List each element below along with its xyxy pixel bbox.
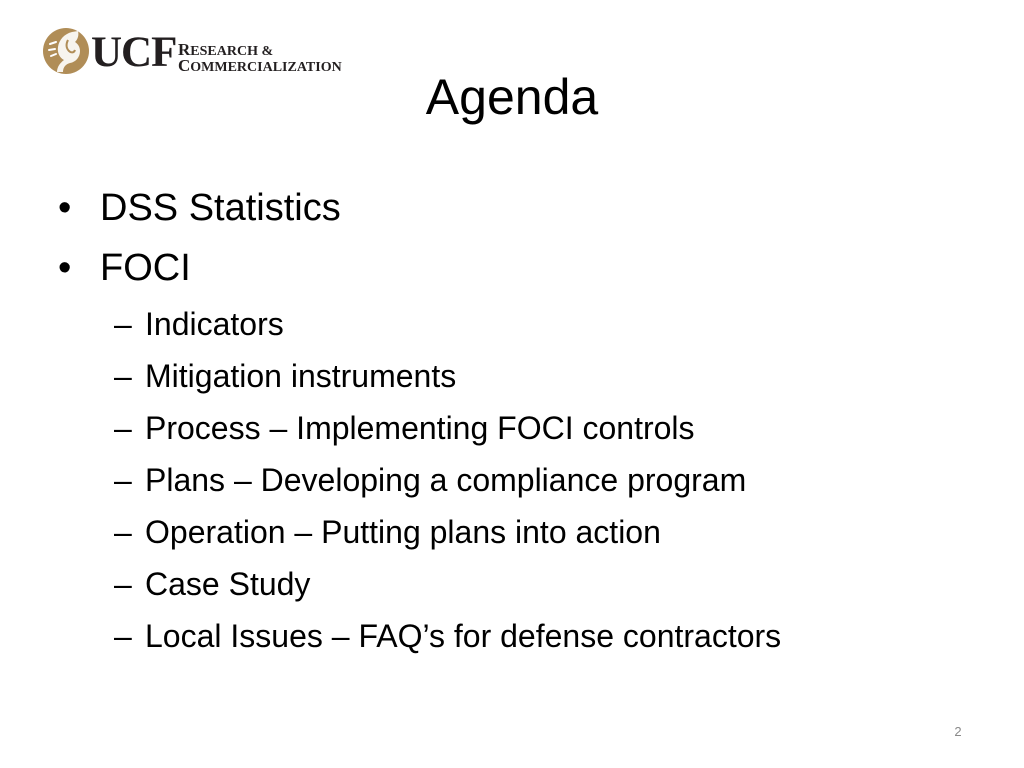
sub-item-text: Indicators <box>145 306 284 342</box>
bullet-marker: • <box>58 247 72 289</box>
bullet-marker: • <box>58 187 72 229</box>
sub-item-marker: – <box>114 358 132 394</box>
page-number: 2 <box>954 724 962 739</box>
sub-item-text: Local Issues – FAQ’s for defense contractors <box>145 618 782 654</box>
sub-item-marker: – <box>114 566 132 602</box>
sub-item-marker: – <box>114 306 132 342</box>
bullet-text: FOCI <box>100 247 191 289</box>
sub-item-text: Case Study <box>145 566 311 602</box>
sub-item-text: Mitigation instruments <box>145 358 457 394</box>
sub-item-marker: – <box>114 462 132 498</box>
slide-title: Agenda <box>425 69 599 125</box>
logo-line-commercialization-rest: OMMERCIALIZATION <box>190 60 342 75</box>
logo-line-research-cap: R <box>178 40 191 59</box>
bullet-text: DSS Statistics <box>100 187 341 229</box>
sub-item-marker: – <box>114 618 132 654</box>
sub-item-marker: – <box>114 514 132 550</box>
sub-item-text: Plans – Developing a compliance program <box>145 462 747 498</box>
logo-ucf-text: UCF <box>91 29 177 76</box>
sub-item-text: Process – Implementing FOCI controls <box>145 410 695 446</box>
sub-item-marker: – <box>114 410 132 446</box>
sub-item-text: Operation – Putting plans into action <box>145 514 661 550</box>
logo-line-research-rest: ESEARCH & <box>190 44 274 59</box>
logo-line-commercialization-cap: C <box>178 56 191 75</box>
